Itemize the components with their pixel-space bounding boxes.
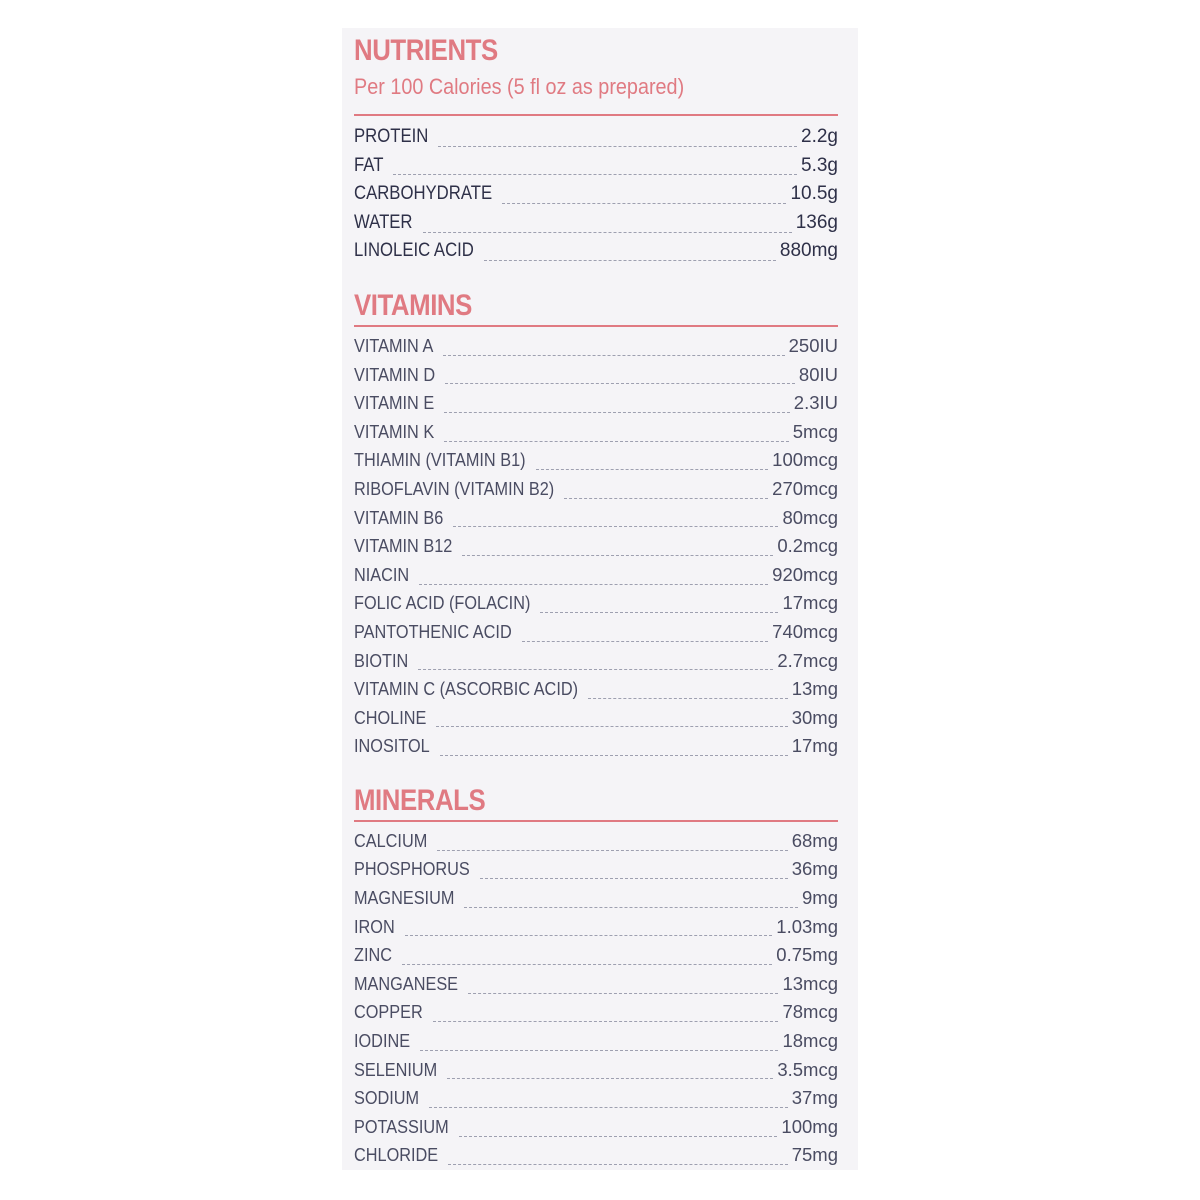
nutrient-label [354,592,530,614]
minerals-row [354,1059,838,1088]
nutrient-label [354,735,430,757]
dotted-leader [444,441,789,442]
vitamins-row [354,449,838,478]
nutrient-value: 100mcg [772,449,838,471]
nutrient-label [354,707,426,729]
nutrient-label [354,1116,449,1138]
nutrition-panel [342,28,858,1170]
vitamins-row [354,421,838,450]
nutrient-label-text: THIAMIN (VITAMIN B1) [354,449,526,471]
nutrient-label [354,621,512,643]
nutrient-label [354,212,413,234]
nutrient-value: 2.2g [801,126,838,147]
nutrients-row [354,212,838,241]
minerals-row [354,1030,838,1059]
nutrient-label [354,887,454,909]
nutrient-value: 75mg [791,1144,838,1166]
nutrients-subtitle: Per 100 Calories (5 fl oz as prepared) [354,74,685,99]
nutrient-label [354,535,452,557]
vitamins-row [354,335,838,364]
dotted-leader [536,469,769,470]
nutrient-label [354,858,470,880]
nutrient-value: 10.5g [790,183,838,205]
dotted-leader [588,698,788,699]
dotted-leader [484,260,776,261]
nutrient-value: 2.3IU [793,392,838,414]
nutrient-value: 80mcg [782,506,838,528]
nutrient-value: 1.03mg [776,915,838,937]
minerals-row [354,944,838,973]
nutrient-label-text: POTASSIUM [354,1115,449,1137]
minerals-title: MINERALS [354,783,486,817]
nutrient-label-text: VITAMIN A [354,334,434,356]
minerals-divider [354,820,838,822]
dotted-leader [459,1136,778,1137]
nutrient-value: 17mg [791,735,838,757]
nutrient-label-text: INOSITOL [354,735,430,757]
vitamins-row [354,535,838,564]
nutrient-label [354,564,409,586]
nutrient-label [354,183,492,205]
nutrient-label [354,240,474,262]
nutrient-label-text: IRON [354,915,395,937]
nutrient-value: 13mg [791,678,838,700]
nutrient-value: 13mcg [782,972,838,994]
dotted-leader [445,383,795,384]
minerals-row [354,1144,838,1173]
nutrient-value: 17mcg [782,592,838,614]
dotted-leader [423,232,792,233]
nutrient-label-text: VITAMIN K [354,420,435,442]
nutrient-label-text: RIBOFLAVIN (VITAMIN B2) [354,477,555,499]
nutrient-value: 18mcg [782,1030,838,1052]
nutrient-label [354,507,443,529]
nutrient-label-text: VITAMIN C (ASCORBIC ACID) [354,678,579,700]
dotted-leader [453,526,778,527]
vitamins-divider [354,325,838,327]
nutrient-label-text: CALCIUM [354,829,428,851]
nutrient-label-text: PROTEIN [354,126,429,147]
nutrient-label [354,478,554,500]
dotted-leader [540,612,778,613]
vitamins-title: VITAMINS [354,288,472,322]
nutrient-label-text: NIACIN [354,563,410,585]
nutrient-value: 880mg [779,240,838,262]
dotted-leader [440,755,788,756]
minerals-row [354,916,838,945]
dotted-leader [462,555,773,556]
nutrient-label [354,335,433,357]
vitamins-row [354,621,838,650]
dotted-leader [393,174,797,175]
dotted-leader [464,907,798,908]
nutrients-row [354,155,838,184]
minerals-row [354,858,838,887]
nutrient-value: 250IU [788,334,838,356]
vitamins-row [354,650,838,679]
nutrient-label-text: PHOSPHORUS [354,858,470,880]
nutrient-label-text: ZINC [354,944,392,966]
nutrient-value: 80IU [798,363,838,385]
nutrient-label-text: BIOTIN [354,649,409,671]
nutrients-title: NUTRIENTS [354,34,498,67]
nutrients-list [354,126,838,269]
nutrient-label [354,678,578,700]
dotted-leader [447,1078,773,1079]
nutrient-label [354,421,434,443]
nutrient-label [354,916,395,938]
nutrient-value: 5.3g [801,154,838,176]
minerals-row [354,887,838,916]
dotted-leader [468,993,778,994]
nutrient-label-text: IODINE [354,1030,411,1052]
vitamins-row [354,592,838,621]
vitamins-row [354,478,838,507]
minerals-list [354,830,838,1173]
nutrient-label-text: COPPER [354,1001,423,1023]
dotted-leader [405,935,773,936]
dotted-leader [429,1107,788,1108]
nutrient-label-text: VITAMIN B6 [354,506,444,528]
minerals-row [354,1116,838,1145]
nutrient-label [354,973,458,995]
vitamins-row [354,678,838,707]
dotted-leader [502,203,786,204]
dotted-leader [402,964,772,965]
dotted-leader [438,146,797,147]
nutrients-section [354,34,838,269]
dotted-leader [420,1050,778,1051]
nutrient-label-text: PANTOTHENIC ACID [354,620,512,642]
vitamins-row [354,392,838,421]
nutrient-value: 78mcg [782,1001,838,1023]
nutrient-label-text: CHOLINE [354,706,427,728]
nutrient-label-text: LINOLEIC ACID [354,240,474,262]
vitamins-section [354,289,838,764]
dotted-leader [480,878,788,879]
nutrient-label [354,1001,423,1023]
nutrient-value: 270mcg [772,477,838,499]
nutrients-row [354,183,838,212]
vitamins-row [354,364,838,393]
nutrient-label-text: VITAMIN E [354,392,435,414]
nutrient-label-text: CARBOHYDRATE [354,183,493,205]
nutrient-label [354,1030,410,1052]
nutrient-value: 0.75mg [776,944,838,966]
nutrient-value: 68mg [791,829,838,851]
nutrient-label-text: FAT [354,154,384,176]
nutrient-value: 920mcg [772,563,838,585]
nutrients-row [354,240,838,269]
nutrient-value: 2.7mcg [777,649,838,671]
nutrient-label [354,1059,437,1081]
dotted-leader [564,498,768,499]
minerals-row [354,830,838,859]
nutrient-value: 37mg [791,1087,838,1109]
dotted-leader [444,412,790,413]
nutrient-value: 36mg [791,858,838,880]
nutrient-label-text: WATER [354,211,413,233]
vitamins-row [354,735,838,764]
nutrient-label-text: CHLORIDE [354,1144,439,1166]
vitamins-list [354,335,838,764]
nutrient-label [354,650,408,672]
nutrient-value: 5mcg [792,420,838,442]
nutrient-label [354,944,392,966]
nutrient-label-text: SELENIUM [354,1058,438,1080]
nutrient-label [354,830,427,852]
nutrients-divider [354,114,838,116]
nutrient-label-text: MAGNESIUM [354,887,455,909]
nutrient-label [354,364,435,386]
nutrient-value: 0.2mcg [777,535,838,557]
nutrient-label [354,126,428,148]
nutrient-value: 9mg [802,887,838,909]
dotted-leader [437,850,787,851]
dotted-leader [418,669,773,670]
nutrient-label-text: VITAMIN D [354,363,436,385]
minerals-row [354,1001,838,1030]
nutrient-label-text: VITAMIN B12 [354,535,453,557]
nutrient-label [354,1087,419,1109]
nutrient-value: 740mcg [772,620,838,642]
nutrient-value: 30mg [791,706,838,728]
nutrient-label-text: FOLIC ACID (FOLACIN) [354,592,531,614]
minerals-row [354,973,838,1002]
nutrient-label [354,155,383,177]
nutrient-label [354,449,526,471]
nutrient-label-text: MANGANESE [354,972,459,994]
dotted-leader [443,355,784,356]
nutrient-value: 100mg [781,1115,838,1137]
dotted-leader [419,584,768,585]
nutrient-label [354,392,434,414]
minerals-section [354,784,838,1173]
dotted-leader [448,1164,788,1165]
nutrient-value: 3.5mcg [777,1058,838,1080]
vitamins-row [354,507,838,536]
vitamins-row [354,707,838,736]
nutrient-value: 136g [795,211,838,233]
nutrients-row [354,126,838,155]
dotted-leader [522,641,768,642]
dotted-leader [436,726,787,727]
vitamins-row [354,564,838,593]
minerals-row [354,1087,838,1116]
dotted-leader [433,1021,779,1022]
nutrient-label [354,1144,438,1166]
nutrient-label-text: SODIUM [354,1087,420,1109]
